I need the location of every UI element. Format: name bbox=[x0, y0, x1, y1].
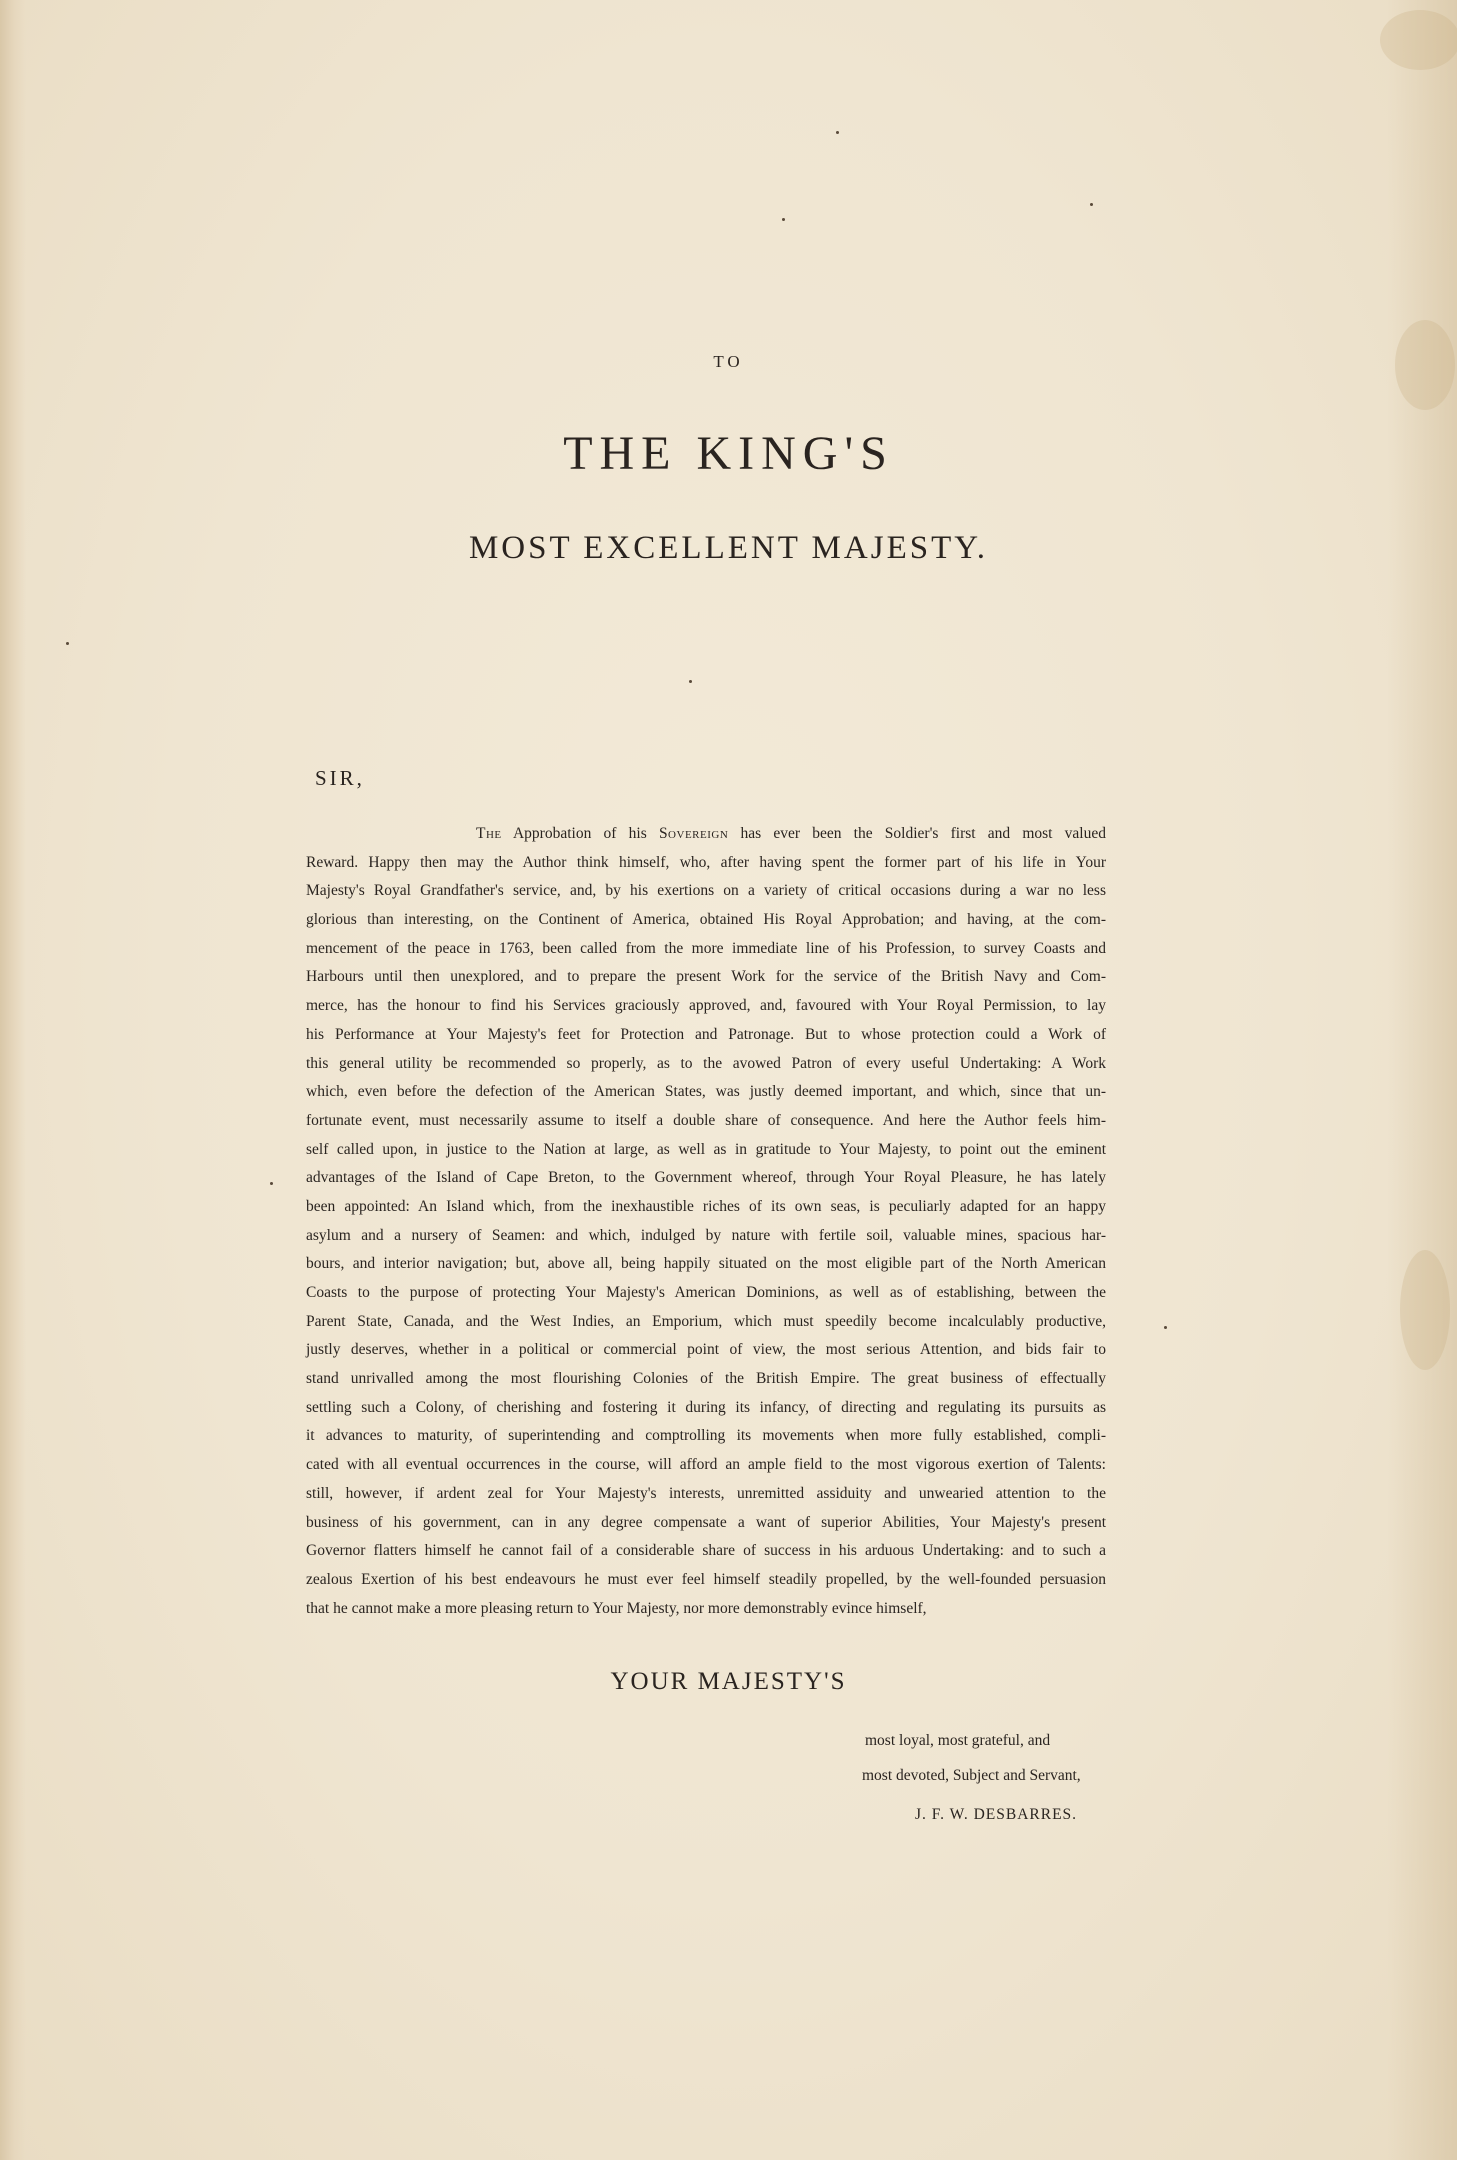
paper-speck bbox=[1164, 1326, 1167, 1329]
paper-speck bbox=[689, 680, 692, 683]
dedication-line: his Performance at Your Majesty's feet for Protection and Patronage. But to whose protection could a Work of bbox=[306, 1025, 1106, 1043]
paper-speck bbox=[66, 642, 69, 645]
dedication-line: been appointed: An Island which, from the inexhaustible riches of its own seas, is peculiarly adapted for an happy bbox=[306, 1197, 1106, 1215]
signature-name: J. F. W. DESBARRES. bbox=[915, 1806, 1078, 1823]
dedication-line: bours, and interior navigation; but, above all, being happily situated on the most eligible part of the North American bbox=[306, 1255, 1106, 1273]
dedication-body bbox=[306, 820, 1106, 1623]
dedication-line: mencement of the peace in 1763, been called from the more immediate line of his Profession, to survey Coasts and bbox=[306, 939, 1106, 957]
dedication-line: asylum and a nursery of Seamen: and which, indulged by nature with fertile soil, valuable mines, spacious har- bbox=[306, 1226, 1106, 1244]
dedication-line: Reward. Happy then may the Author think himself, who, after having spent the former part of his life in Your bbox=[306, 853, 1106, 871]
page-subtitle: MOST EXCELLENT MAJESTY. bbox=[468, 530, 989, 566]
paper-speck bbox=[836, 131, 839, 134]
dedication-line: zealous Exertion of his best endeavours he must ever feel himself steadily propelled, by the well-founded persuasion bbox=[306, 1570, 1106, 1588]
dedication-line: that he cannot make a more pleasing return to Your Majesty, nor more demonstrably evince himself, bbox=[306, 1599, 927, 1617]
dedication-line-segment: Approbation of his bbox=[512, 825, 647, 842]
dedication-line-segment: has ever been the Soldier's first and most valued bbox=[740, 825, 1106, 842]
dedication-initial-word: The bbox=[476, 825, 502, 842]
dedication-line: Governor flatters himself he cannot fail of a considerable share of success in his arduous Undertaking: and to such a bbox=[306, 1542, 1106, 1560]
paper-speck bbox=[1090, 203, 1093, 206]
dedication-line: business of his government, can in any degree compensate a want of superior Abilities, Your Majesty's present bbox=[306, 1513, 1106, 1531]
paper-speck bbox=[270, 1182, 273, 1185]
dedication-line: fortunate event, must necessarily assume to itself a double share of consequence. And here the Author feels him- bbox=[306, 1111, 1106, 1129]
dedication-line: merce, has the honour to find his Services graciously approved, and, favoured with Your Royal Permission, to lay bbox=[306, 997, 1106, 1015]
dedication-line: Harbours until then unexplored, and to prepare the present Work for the service of the British Navy and Com- bbox=[306, 968, 1106, 986]
dedication-line: it advances to maturity, of superintending and comptrolling its movements when more fully established, compli- bbox=[306, 1427, 1106, 1445]
heading-to: TO bbox=[713, 352, 744, 371]
dedication-line: Parent State, Canada, and the West Indies, an Emporium, which must speedily become incalculably productive, bbox=[306, 1312, 1106, 1330]
dedication-line bbox=[306, 820, 1106, 849]
signature-line-1: most loyal, most grateful, and bbox=[865, 1732, 1051, 1749]
dedication-line: Majesty's Royal Grandfather's service, and, by his exertions on a variety of critical occasions during a war no less bbox=[306, 882, 1106, 900]
dedication-line: self called upon, in justice to the Nation at large, as well as in gratitude to Your Majesty, to point out the eminent bbox=[306, 1140, 1106, 1158]
dedication-line: still, however, if ardent zeal for Your Majesty's interests, unremitted assiduity and unwearied attention to the bbox=[306, 1484, 1106, 1502]
salutation: SIR, bbox=[315, 766, 365, 790]
paper-stain bbox=[1400, 1250, 1450, 1370]
dedication-line: cated with all eventual occurrences in the course, will afford an ample field to the most vigorous exertion of Talents: bbox=[306, 1456, 1106, 1474]
paper-stain bbox=[1380, 10, 1457, 70]
dedication-line: settling such a Colony, of cherishing and fostering it during its infancy, of directing and regulating its pursuits as bbox=[306, 1398, 1106, 1416]
dedication-line: justly deserves, whether in a political or commercial point of view, the most serious Attention, and bids fair to bbox=[306, 1341, 1106, 1359]
dedication-line: which, even before the defection of the American States, was justly deemed important, and which, since that un- bbox=[306, 1083, 1106, 1101]
closing-heading: YOUR MAJESTY'S bbox=[610, 1668, 847, 1695]
page-title: THE KING'S bbox=[563, 427, 894, 480]
paper-speck bbox=[782, 218, 785, 221]
signature-line-2: most devoted, Subject and Servant, bbox=[862, 1767, 1081, 1784]
dedication-line: this general utility be recommended so properly, as to the avowed Patron of every useful Undertaking: A Work bbox=[306, 1054, 1106, 1072]
dedication-line: stand unrivalled among the most flourishing Colonies of the British Empire. The great business of effectually bbox=[306, 1370, 1106, 1388]
dedication-line: glorious than interesting, on the Continent of America, obtained His Royal Approbation; and having, at the com- bbox=[306, 911, 1106, 929]
paper-edge-left bbox=[0, 0, 26, 2160]
dedication-line: advantages of the Island of Cape Breton, to the Government whereof, through Your Royal Pleasure, he has lately bbox=[306, 1169, 1106, 1187]
dedication-sovereign-word: Sovereign bbox=[658, 825, 729, 842]
dedication-line: Coasts to the purpose of protecting Your Majesty's American Dominions, as well as of establishing, between the bbox=[306, 1284, 1106, 1301]
